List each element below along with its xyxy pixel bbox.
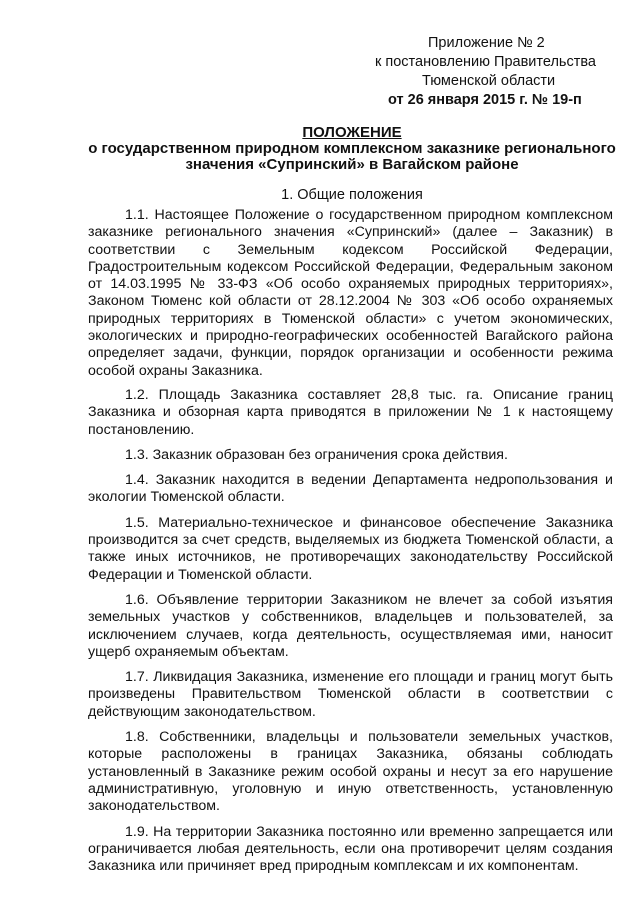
document-title: ПОЛОЖЕНИЕ (302, 124, 402, 141)
paragraph-1-7: 1.7. Ликвидация Заказника, изменение его площади и границ могут быть произведены Правительством Тюменской области в соответствии с действующим законодательством. (88, 669, 613, 720)
paragraph-1-5: 1.5. Материально-техническое и финансовое обеспечение Заказника производится за счет средств, выделяемых из бюджета Тюменской области, а также иных источников, не противоречащих законодательству Российской Федерации и Тюменской области. (88, 514, 613, 583)
paragraph-1-3: 1.3. Заказник образован без ограничения срока действия. (125, 446, 508, 463)
paragraph-1-8: 1.8. Собственники, владельцы и пользователи земельных участков, которые расположены в границах Заказника, обязаны соблюдать установленный в Заказнике режим особой охраны и несут за его нарушение административную, уголовную и иную ответственность, установленную законодательством. (88, 729, 613, 815)
appendix-region: Тюменской области (422, 73, 556, 89)
document-subtitle: о государственном природном комплексном заказнике регионального значения «Супринский» в Вагайском районе (88, 140, 616, 173)
appendix-number: Приложение № 2 (428, 35, 545, 51)
document-body (88, 207, 613, 883)
paragraph-1-6: 1.6. Объявление территории Заказником не влечет за собой изъятия земельных участков у собственников, владельцев и пользователей, за исключением случаев, когда деятельность, осуществляемая ими, наносит ущерб охраняемым объектам. (88, 591, 613, 660)
appendix-date-number: от 26 января 2015 г. № 19-п (388, 92, 582, 108)
appendix-header (360, 34, 608, 110)
paragraph-1-9: 1.9. На территории Заказника постоянно или временно запрещается или ограничивается любая деятельность, если она противоречит целям создания Заказника или причиняет вред природным комплексам и их компонентам. (88, 823, 613, 875)
section-heading: 1. Общие положения (281, 187, 423, 203)
paragraph-1-4: 1.4. Заказник находится в ведении Департамента недропользования и экологии Тюменской области. (88, 472, 613, 506)
title-block (88, 124, 616, 173)
paragraph-1-1: 1.1. Настоящее Положение о государственном природном комплексном заказнике регионального значения «Супринский» (далее – Заказник) в соответствии с Земельным кодексом Российской Федерации, Градостроительным кодексом Российской Федерации, Федеральным законом от 14.03.1995 № 33-ФЗ «Об особо охраняемых природных территориях», Законом Тюменс кой области от 28.12.2004 № 303 «Об особо охраняемых природных территориях в Тюменской области» с учетом экономических, экологических и природно-географических особенностей Вагайского района определяет задачи, функции, порядок организации и особенности режима особой охраны Заказника. (88, 207, 613, 379)
appendix-resolution-ref: к постановлению Правительства (375, 54, 596, 70)
paragraph-1-2: 1.2. Площадь Заказника составляет 28,8 тыс. га. Описание границ Заказника и обзорная карта приводятся в приложении № 1 к настоящему постановлению. (88, 386, 613, 438)
